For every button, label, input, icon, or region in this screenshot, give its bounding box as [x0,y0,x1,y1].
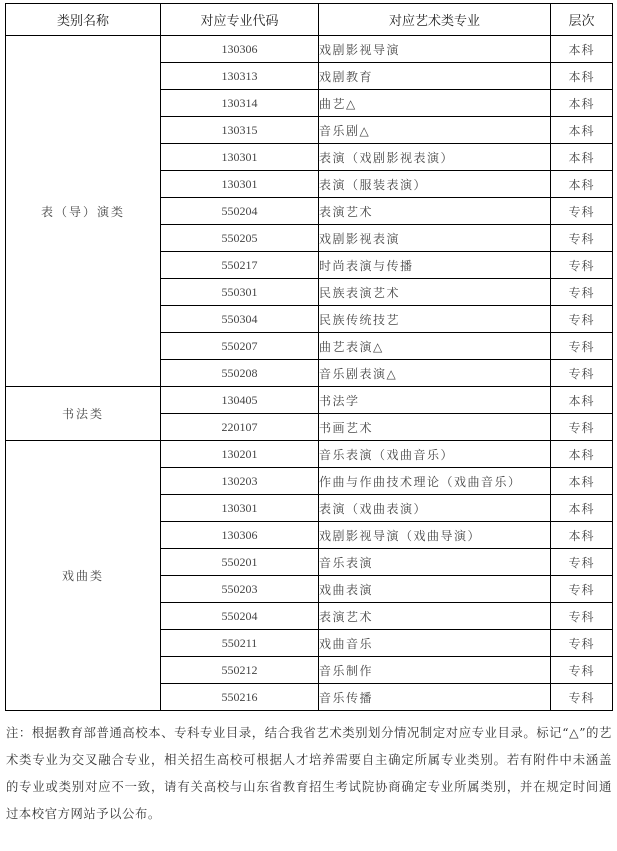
code-cell: 550211 [161,630,319,657]
level-cell: 专科 [551,630,613,657]
major-cell: 音乐剧表演△ [319,360,551,387]
level-cell: 本科 [551,36,613,63]
major-cell: 音乐传播 [319,684,551,711]
major-cell: 音乐表演（戏曲音乐） [319,441,551,468]
major-cell: 表演（服装表演） [319,171,551,198]
major-cell: 书法学 [319,387,551,414]
code-cell: 550301 [161,279,319,306]
category-cell: 书法类 [6,387,161,441]
major-cell: 民族传统技艺 [319,306,551,333]
level-cell: 专科 [551,549,613,576]
major-cell: 音乐剧△ [319,117,551,144]
level-cell: 专科 [551,576,613,603]
level-cell: 专科 [551,279,613,306]
level-cell: 本科 [551,171,613,198]
level-cell: 本科 [551,522,613,549]
major-cell: 书画艺术 [319,414,551,441]
code-cell: 130313 [161,63,319,90]
major-cell: 音乐表演 [319,549,551,576]
major-cell: 时尚表演与传播 [319,252,551,279]
footnote [6,720,612,828]
code-cell: 550217 [161,252,319,279]
code-cell: 550203 [161,576,319,603]
category-cell: 戏曲类 [6,441,161,711]
code-cell: 130314 [161,90,319,117]
code-cell: 550212 [161,657,319,684]
major-cell: 戏曲音乐 [319,630,551,657]
header-level: 层次 [551,4,613,36]
level-cell: 本科 [551,144,613,171]
major-cell: 戏剧影视导演 [319,36,551,63]
level-cell: 专科 [551,225,613,252]
code-cell: 130301 [161,495,319,522]
level-cell: 本科 [551,90,613,117]
footnote-text: 注：根据教育部普通高校本、专科专业目录，结合我省艺术类别划分情况制定对应专业目录。标记“△”的艺术类专业为交叉融合专业，相关招生高校可根据人才培养需要自主确定所属专业类别。若有附件中未涵盖的专业或类别对应不一致，请有关高校与山东省教育招生考试院协商确定专业所属类别，并在规定时间通过本校官方网站予以公布。 [6,726,612,821]
level-cell: 专科 [551,252,613,279]
level-cell: 专科 [551,333,613,360]
major-mapping-table [5,3,613,711]
code-cell: 130315 [161,117,319,144]
code-cell: 130201 [161,441,319,468]
level-cell: 本科 [551,63,613,90]
code-cell: 130306 [161,522,319,549]
code-cell: 550204 [161,198,319,225]
header-code: 对应专业代码 [161,4,319,36]
code-cell: 550205 [161,225,319,252]
major-cell: 表演艺术 [319,603,551,630]
major-cell: 民族表演艺术 [319,279,551,306]
header-category: 类别名称 [6,4,161,36]
major-cell: 曲艺表演△ [319,333,551,360]
level-cell: 专科 [551,657,613,684]
major-cell: 戏剧影视表演 [319,225,551,252]
level-cell: 专科 [551,603,613,630]
code-cell: 550207 [161,333,319,360]
major-cell: 表演艺术 [319,198,551,225]
level-cell: 专科 [551,198,613,225]
major-cell: 表演（戏剧影视表演） [319,144,551,171]
code-cell: 550204 [161,603,319,630]
table-body [6,36,613,711]
code-cell: 130405 [161,387,319,414]
level-cell: 本科 [551,441,613,468]
table-row [6,387,613,414]
level-cell: 本科 [551,117,613,144]
major-cell: 表演（戏曲表演） [319,495,551,522]
level-cell: 专科 [551,414,613,441]
major-cell: 戏剧教育 [319,63,551,90]
major-cell: 戏曲表演 [319,576,551,603]
code-cell: 130301 [161,144,319,171]
code-cell: 130203 [161,468,319,495]
major-cell: 音乐制作 [319,657,551,684]
header-major: 对应艺术类专业 [319,4,551,36]
code-cell: 550208 [161,360,319,387]
level-cell: 专科 [551,360,613,387]
table-row [6,441,613,468]
code-cell: 550201 [161,549,319,576]
major-cell: 戏剧影视导演（戏曲导演） [319,522,551,549]
table-header-row [6,4,613,36]
level-cell: 专科 [551,306,613,333]
code-cell: 550304 [161,306,319,333]
code-cell: 550216 [161,684,319,711]
code-cell: 220107 [161,414,319,441]
category-cell: 表（导）演类 [6,36,161,387]
major-cell: 作曲与作曲技术理论（戏曲音乐） [319,468,551,495]
level-cell: 本科 [551,495,613,522]
code-cell: 130301 [161,171,319,198]
level-cell: 本科 [551,468,613,495]
code-cell: 130306 [161,36,319,63]
major-cell: 曲艺△ [319,90,551,117]
level-cell: 专科 [551,684,613,711]
table-row [6,36,613,63]
level-cell: 本科 [551,387,613,414]
